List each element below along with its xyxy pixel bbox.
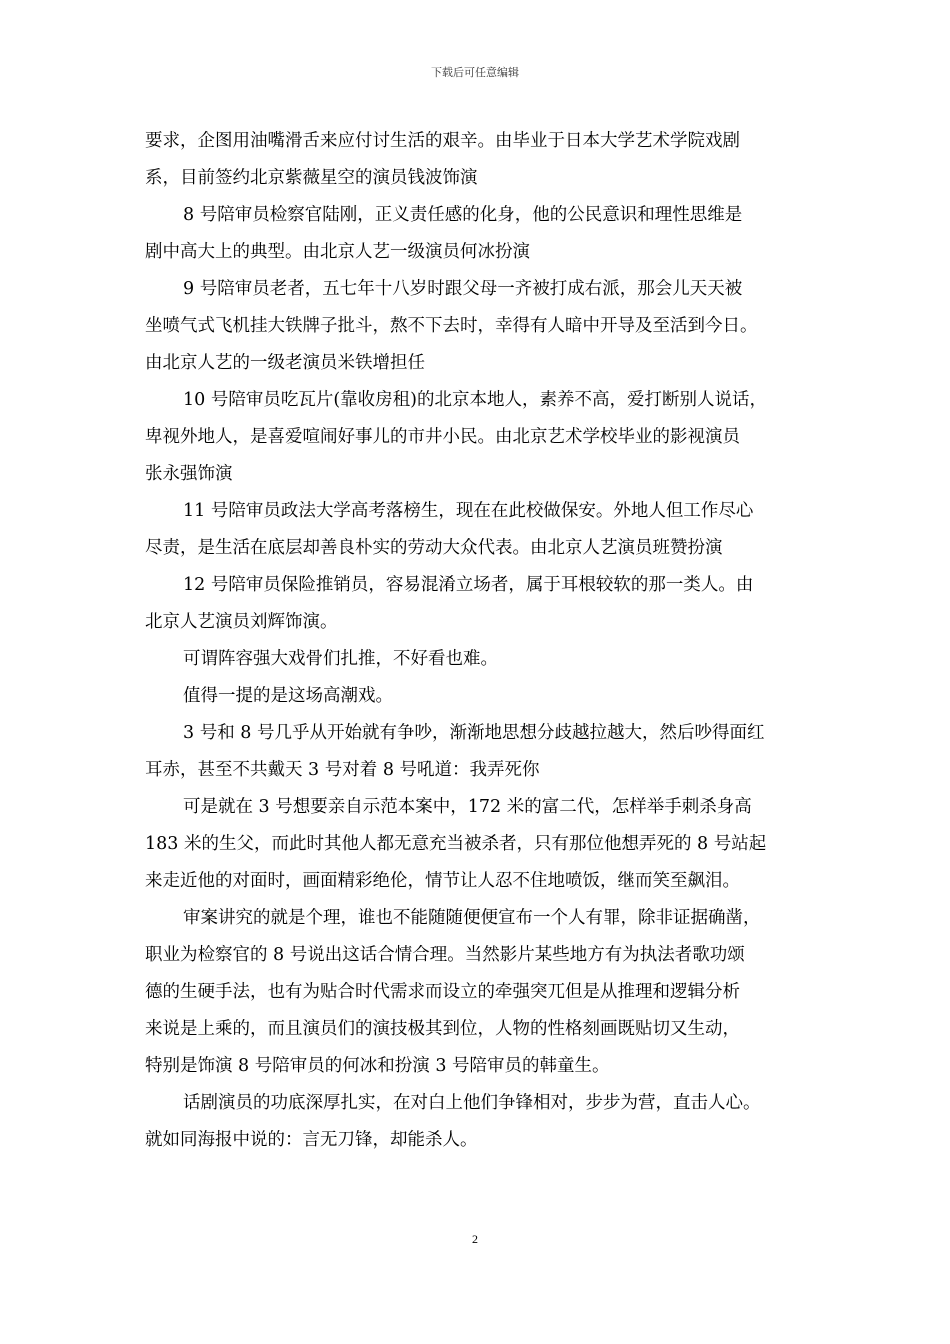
text-line: 职业为检察官的 8 号说出这话合情合理。当然影片某些地方有为执法者歌功颂 — [145, 945, 745, 965]
text-line: 183 米的生父，而此时其他人都无意充当被杀者，只有那位他想弄死的 8 号站起 — [145, 834, 767, 854]
text-line: 值得一提的是这场高潮戏。 — [183, 686, 393, 706]
text-line: 话剧演员的功底深厚扎实，在对白上他们争锋相对，步步为营，直击人心。 — [183, 1093, 761, 1113]
text-line: 可谓阵容强大戏骨们扎推，不好看也难。 — [183, 649, 498, 669]
page-number: 2 — [472, 1232, 478, 1246]
text-line: 12 号陪审员保险推销员，容易混淆立场者，属于耳根较软的那一类人。由 — [183, 575, 754, 595]
text-line: 坐喷气式飞机挂大铁牌子批斗，熬不下去时，幸得有人暗中开导及至活到今日。 — [145, 316, 758, 336]
text-line: 8 号陪审员检察官陆刚，正义责任感的化身，他的公民意识和理性思维是 — [183, 205, 743, 225]
text-line: 11 号陪审员政法大学高考落榜生，现在在此校做保安。外地人但工作尽心 — [183, 501, 754, 521]
text-line: 来走近他的对面时，画面精彩绝伦，情节让人忍不住地喷饭，继而笑至飙泪。 — [145, 871, 740, 891]
text-line: 德的生硬手法，也有为贴合时代需求而设立的牵强突兀但是从推理和逻辑分析 — [145, 982, 740, 1002]
text-line: 就如同海报中说的：言无刀锋，却能杀人。 — [145, 1130, 478, 1150]
text-line: 9 号陪审员老者，五七年十八岁时跟父母一齐被打成右派，那会儿天天被 — [183, 279, 743, 299]
text-line: 张永强饰演 — [145, 464, 233, 484]
text-line: 耳赤，甚至不共戴天 3 号对着 8 号吼道：我弄死你 — [145, 760, 540, 780]
text-line: 尽责，是生活在底层却善良朴实的劳动大众代表。由北京人艺演员班赞扮演 — [145, 538, 723, 558]
text-line: 卑视外地人，是喜爱喧闹好事儿的市井小民。由北京艺术学校毕业的影视演员 — [145, 427, 740, 447]
page-header: 下载后可任意编辑 — [431, 66, 519, 79]
text-line: 由北京人艺的一级老演员米铁增担任 — [145, 353, 425, 373]
text-line: 可是就在 3 号想要亲自示范本案中，172 米的富二代，怎样举手刺杀身高 — [183, 797, 752, 817]
text-line: 特别是饰演 8 号陪审员的何冰和扮演 3 号陪审员的韩童生。 — [145, 1056, 610, 1076]
text-line: 10 号陪审员吃瓦片(靠收房租)的北京本地人，素养不高，爱打断别人说话， — [183, 390, 767, 410]
text-line: 系，目前签约北京紫薇星空的演员钱波饰演 — [145, 168, 478, 188]
text-line: 要求，企图用油嘴滑舌来应付讨生活的艰辛。由毕业于日本大学艺术学院戏剧 — [145, 131, 740, 151]
text-line: 剧中高大上的典型。由北京人艺一级演员何冰扮演 — [145, 242, 530, 262]
text-line: 来说是上乘的，而且演员们的演技极其到位，人物的性格刻画既贴切又生动， — [145, 1019, 740, 1039]
text-line: 北京人艺演员刘辉饰演。 — [145, 612, 338, 632]
text-line: 3 号和 8 号几乎从开始就有争吵，渐渐地思想分歧越拉越大，然后吵得面红 — [183, 723, 765, 743]
text-line: 审案讲究的就是个理，谁也不能随随便便宣布一个人有罪，除非证据确凿， — [183, 908, 761, 928]
document-body — [145, 123, 815, 1159]
